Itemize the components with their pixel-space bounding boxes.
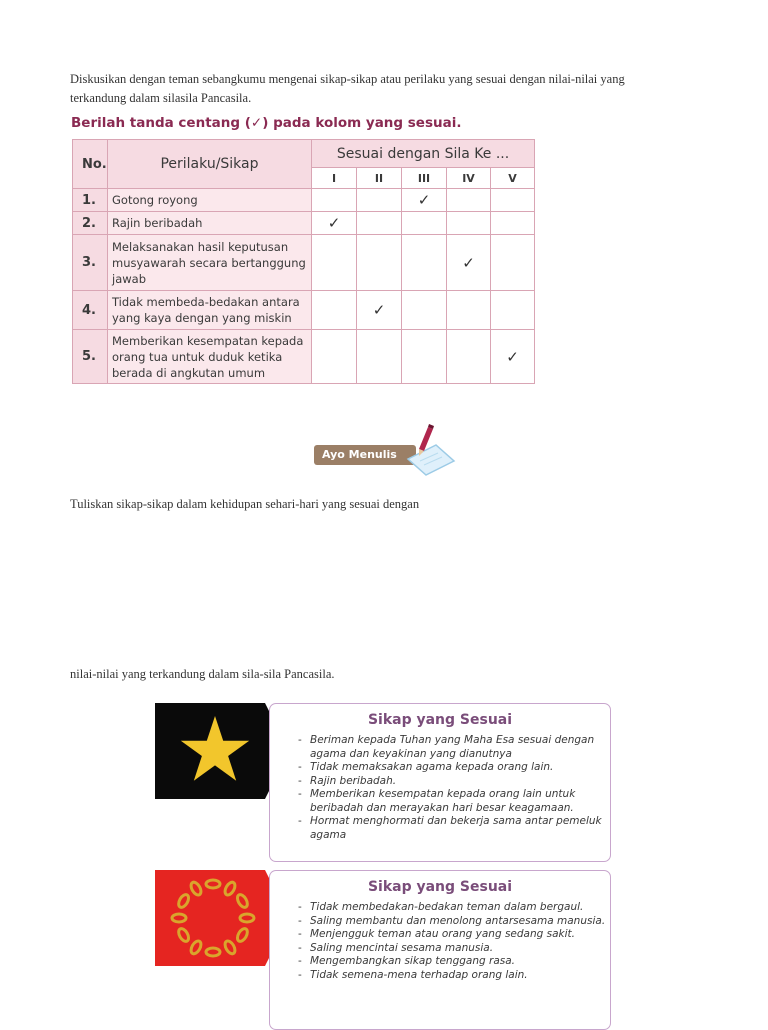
pencil-paper-icon [400, 421, 460, 481]
table-instruction: Berilah tanda centang (✓) pada kolom yang sesuai. [71, 115, 462, 131]
check-cell[interactable] [447, 189, 491, 212]
ayo-menulis-label: Ayo Menulis [314, 445, 416, 465]
list-item: - Saling membantu dan menolong antarsesama manusia. [298, 915, 610, 929]
sila-table [72, 139, 535, 384]
list-item: - Tidak memaksakan agama kepada orang lain. [298, 761, 610, 775]
table-row [73, 330, 535, 384]
check-cell[interactable] [491, 189, 535, 212]
list-item: - Beriman kepada Tuhan yang Maha Esa sesuai dengan agama dan keyakinan yang dianutnya [298, 734, 610, 761]
list-item: - Rajin beribadah. [298, 775, 610, 789]
check-cell[interactable] [447, 330, 491, 384]
check-cell[interactable] [357, 235, 402, 291]
list-item: - Menjengguk teman atau orang yang sedang sakit. [298, 928, 610, 942]
check-cell[interactable] [357, 330, 402, 384]
row-behavior: Melaksanakan hasil keputusan musyawarah secara bertanggung jawab [108, 235, 312, 291]
check-cell[interactable] [312, 189, 357, 212]
sikap-card-1 [269, 703, 611, 862]
list-item: - Hormat menghormati dan bekerja sama antar pemeluk agama [298, 815, 610, 842]
header-sila-4: IV [447, 168, 491, 189]
card-title: Sikap yang Sesuai [367, 879, 513, 895]
table-row [73, 189, 535, 212]
sikap-list [270, 901, 610, 982]
check-mark-cell[interactable]: ✓ [312, 212, 357, 235]
write-instruction: Tuliskan sikap-sikap dalam kehidupan sehari-hari yang sesuai dengan [70, 497, 420, 511]
check-cell[interactable] [312, 291, 357, 330]
check-cell[interactable] [402, 212, 447, 235]
row-number: 2. [73, 212, 108, 235]
header-sila-3: III [402, 168, 447, 189]
check-cell[interactable] [447, 212, 491, 235]
card-title: Sikap yang Sesuai [367, 712, 513, 728]
intro-line-2: terkandung dalam silasila Pancasila. [70, 91, 252, 105]
list-item: - Saling mencintai sesama manusia. [298, 942, 610, 956]
table-row [73, 291, 535, 330]
header-perilaku: Perilaku/Sikap [108, 140, 312, 189]
list-item: - Tidak semena-mena terhadap orang lain. [298, 969, 610, 983]
row-number: 3. [73, 235, 108, 291]
check-mark-cell[interactable]: ✓ [447, 235, 491, 291]
check-cell[interactable] [447, 291, 491, 330]
row-behavior: Gotong royong [108, 189, 312, 212]
header-sila-5: V [491, 168, 535, 189]
write-instruction-cont: nilai-nilai yang terkandung dalam sila-sila Pancasila. [70, 667, 335, 681]
ayo-menulis-badge [314, 421, 460, 481]
row-number: 4. [73, 291, 108, 330]
check-cell[interactable] [312, 235, 357, 291]
header-sila-2: II [357, 168, 402, 189]
check-cell[interactable] [402, 330, 447, 384]
sikap-list [270, 734, 610, 842]
intro-line-1: Diskusikan dengan teman sebangkumu mengenai sikap-sikap atau perilaku yang sesuai dengan nilai-nilai yang [70, 72, 625, 86]
check-mark-cell[interactable]: ✓ [402, 189, 447, 212]
row-behavior: Memberikan kesempatan kepada orang tua untuk duduk ketika berada di angkutan umum [108, 330, 312, 384]
check-cell[interactable] [357, 189, 402, 212]
row-behavior: Tidak membeda-bedakan antara yang kaya dengan yang miskin [108, 291, 312, 330]
sikap-card-2 [269, 870, 611, 1030]
check-cell[interactable] [402, 235, 447, 291]
row-number: 5. [73, 330, 108, 384]
row-behavior: Rajin beribadah [108, 212, 312, 235]
table-row [73, 212, 535, 235]
check-cell[interactable] [357, 212, 402, 235]
list-item: - Mengembangkan sikap tenggang rasa. [298, 955, 610, 969]
check-cell[interactable] [402, 291, 447, 330]
check-cell[interactable] [312, 330, 357, 384]
check-cell[interactable] [491, 235, 535, 291]
header-sesuai: Sesuai dengan Sila Ke ... [312, 140, 535, 168]
check-mark-cell[interactable]: ✓ [491, 330, 535, 384]
row-number: 1. [73, 189, 108, 212]
check-mark-cell[interactable]: ✓ [357, 291, 402, 330]
check-cell[interactable] [491, 291, 535, 330]
list-item: - Memberikan kesempatan kepada orang lain untuk beribadah dan merayakan hari besar keagamaan. [298, 788, 610, 815]
header-sila-1: I [312, 168, 357, 189]
check-cell[interactable] [491, 212, 535, 235]
intro-paragraph [70, 70, 670, 108]
table-row [73, 235, 535, 291]
list-item: - Tidak membedakan-bedakan teman dalam bergaul. [298, 901, 610, 915]
header-no: No. [73, 140, 108, 189]
